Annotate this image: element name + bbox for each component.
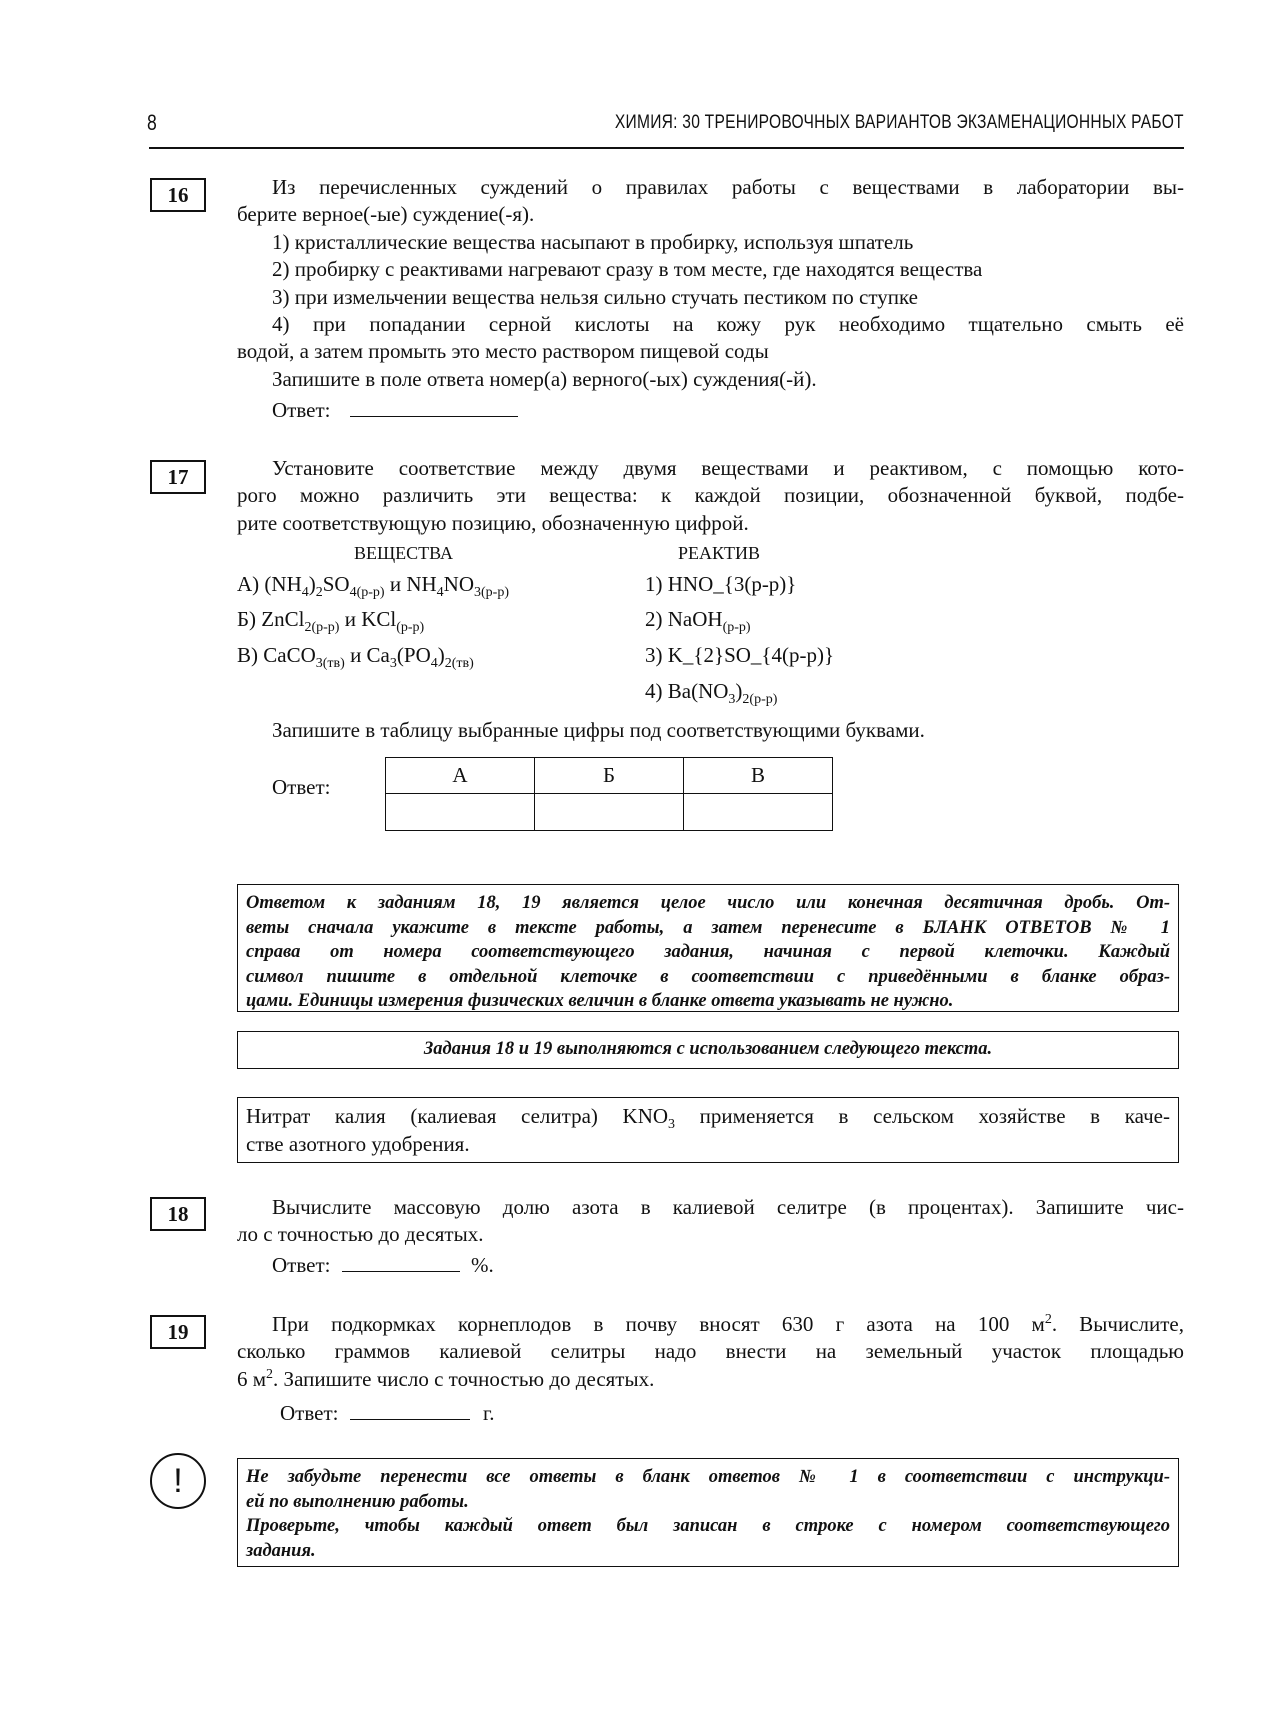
answer-cell-b[interactable] <box>535 794 684 831</box>
text-line: цами. Единицы измерения физических величин в бланке ответа указывать не нужно. <box>246 991 954 1011</box>
text-line: сколько граммов калиевой селитры надо внести на земельный участок площадью <box>237 1339 1184 1364</box>
answer-label: Ответ: <box>272 398 331 422</box>
running-header: ХИМИЯ: 30 ТРЕНИРОВОЧНЫХ ВАРИАНТОВ ЭКЗАМЕНАЦИОННЫХ РАБОТ <box>615 112 1184 133</box>
text-line: символ пишите в отдельной клеточке в соответствии с приведёнными в бланке образ- <box>246 966 1170 987</box>
text-line: Ответом к заданиям 18, 19 является целое число или конечная десятичная дробь. От- <box>246 893 1170 913</box>
task-number-19: 19 <box>150 1315 206 1349</box>
text-line: рого можно различить эти вещества: к каждой позиции, обозначенной буквой, подбе- <box>237 483 1184 508</box>
task-16-text <box>237 174 1184 393</box>
text-line: справа от номера соответствующего задания, начиная с первой клеточки. Каждый <box>246 942 1170 962</box>
answer-16 <box>272 398 518 423</box>
text-line: Установите соответствие между двумя веществами и реактивом, с помощью кото- <box>272 456 1184 480</box>
text-line: водой, а затем промыть это место раствором пищевой соды <box>237 339 769 364</box>
text-line: стве азотного удобрения. <box>246 1132 470 1156</box>
instruction: Запишите в поле ответа номер(а) верного(-ых) суждения(-й). <box>272 366 817 391</box>
final-reminder-box <box>237 1458 1179 1567</box>
text-line: Из перечисленных суждений о правилах работы с веществами в лаборатории вы- <box>272 175 1184 199</box>
answer-18-field[interactable] <box>342 1253 460 1272</box>
option-1: 1) кристаллические вещества насыпают в пробирку, используя шпатель <box>272 229 914 254</box>
text-line: Вычислите массовую долю азота в калиевой селитре (в процентах). Запишите чис- <box>272 1195 1184 1219</box>
task-18-text <box>237 1194 1184 1249</box>
task-number-16: 16 <box>150 178 206 212</box>
option-3: 3) при измельчении вещества нельзя сильно стучать пестиком по ступке <box>272 284 918 309</box>
text-line: При подкормках корнеплодов в почву вносят 630 г азота на 100 $м^2$. Вычислите, <box>272 1312 1184 1336</box>
answer-cell-a[interactable] <box>386 794 535 831</box>
text-line: ло с точностью до десятых. <box>237 1222 484 1247</box>
substance-a: А) $(NH_4)_2SO_{4(р-р)}$ и $NH_4NO_{3(р-р)}$ <box>237 572 510 600</box>
context-box <box>237 1097 1179 1163</box>
task-number-18: 18 <box>150 1197 206 1231</box>
substances-heading: ВЕЩЕСТВА <box>354 543 454 563</box>
text-line: ей по выполнению работы. <box>246 1491 469 1512</box>
option-4: 4) при попадании серной кислоты на кожу рук необходимо тщательно смыть её <box>272 312 1184 337</box>
reagent-3: 3) K_{2}SO_{4(р-р)} <box>645 643 835 667</box>
answer-unit: г. <box>482 1401 495 1425</box>
column-header-a: А <box>386 758 535 794</box>
text-line: веты сначала укажите в тексте работы, а затем перенесите в БЛАНК ОТВЕТОВ № 1 <box>246 917 1170 938</box>
exclamation-icon: ! <box>150 1453 206 1509</box>
answer-label: Ответ: <box>280 1401 339 1425</box>
answer-18 <box>272 1253 494 1278</box>
answer-unit: %. <box>470 1253 494 1277</box>
page-number: 8 <box>147 110 157 135</box>
reagent-2: 2) NaOH$_{(р-р)}$ <box>645 607 751 635</box>
answer-label: Ответ: <box>272 775 331 799</box>
text-line: 6 $м^2$. Запишите число с точностью до десятых. <box>237 1366 655 1391</box>
reagents-heading: РЕАКТИВ <box>678 543 761 563</box>
answer-cell-v[interactable] <box>684 794 833 831</box>
substance-b: Б) ZnCl$_{2(р-р)}$ и KCl$_{(р-р)}$ <box>237 607 425 635</box>
text-line: Проверьте, чтобы каждый ответ был записан в строке с номером соответствующего <box>246 1516 1170 1536</box>
text-line: берите верное(-ые) суждение(-я). <box>237 202 535 227</box>
text-line: Не забудьте перенести все ответы в бланк ответов № 1 в соответствии с инструкци- <box>246 1467 1170 1487</box>
task-17-text <box>237 455 1184 537</box>
substance-v: В) CaCO$_{3(тв)}$ и $Ca_3(PO_4)_{2(тв)}$ <box>237 643 474 671</box>
option-2: 2) пробирку с реактивами нагревают сразу в том месте, где находятся вещества <box>272 257 983 282</box>
reagent-1: 1) HNO_{3(р-р)} <box>645 572 797 596</box>
reagent-4: 4) $Ba(NO_3)_{2(р-р)}$ <box>645 679 778 707</box>
answer-19-field[interactable] <box>350 1401 470 1420</box>
table-instruction: Запишите в таблицу выбранные цифры под соответствующими буквами. <box>272 718 925 742</box>
text-line: Нитрат калия (калиевая селитра) $KNO_3$ применяется в сельском хозяйстве в каче- <box>246 1104 1170 1132</box>
shared-text-note: Задания 18 и 19 выполняются с использованием следующего текста. <box>237 1031 1179 1069</box>
text-line: рите соответствующую позицию, обозначенную цифрой. <box>237 510 749 535</box>
answer-label: Ответ: <box>272 1253 331 1277</box>
header-rule <box>149 147 1184 149</box>
answer-16-field[interactable] <box>350 398 518 417</box>
answer-19 <box>280 1401 494 1426</box>
text-line: задания. <box>246 1540 316 1561</box>
task-number-17: 17 <box>150 460 206 494</box>
column-header-v: В <box>684 758 833 794</box>
answer-table-17 <box>385 757 833 831</box>
task-19-text <box>237 1311 1184 1393</box>
instructions-box <box>237 884 1179 1012</box>
column-header-b: Б <box>535 758 684 794</box>
